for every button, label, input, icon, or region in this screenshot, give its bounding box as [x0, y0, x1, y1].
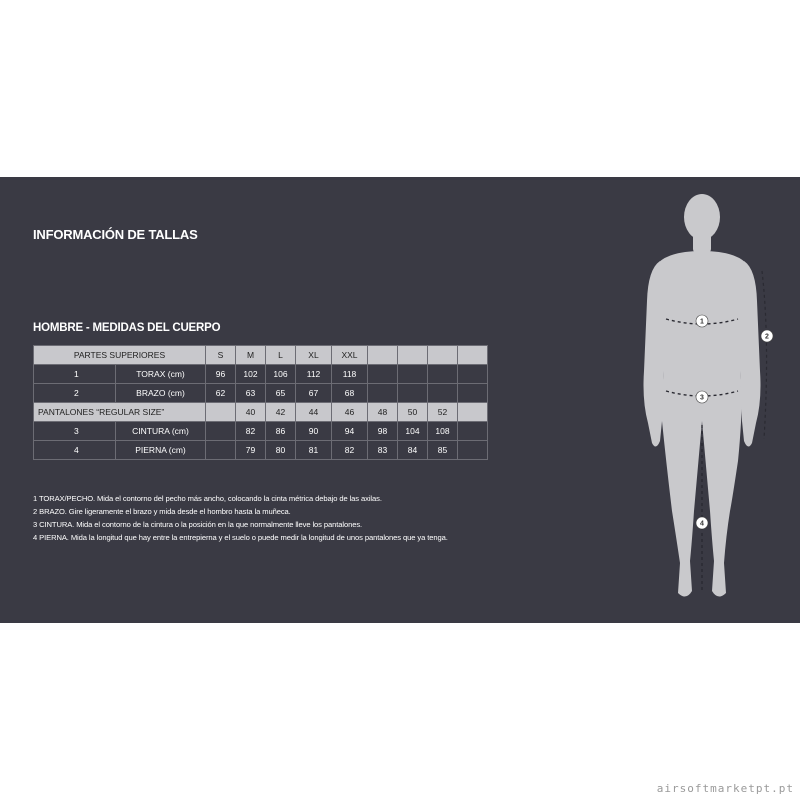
svg-text:1: 1: [700, 318, 704, 326]
size-header: S: [206, 346, 236, 365]
size-header: 50: [398, 403, 428, 422]
marker-3: [696, 391, 708, 403]
row-label: PIERNA (cm): [116, 441, 206, 460]
size-header: [458, 403, 488, 422]
table-row: [34, 384, 488, 403]
note-line: 1 TORAX/PECHO. Mida el contorno del pecho más ancho, colocando la cinta métrica debajo de las axilas.: [33, 494, 382, 503]
table-cell: 67: [296, 384, 332, 403]
table-cell: 62: [206, 384, 236, 403]
lower-header-label: PANTALONES “REGULAR SIZE”: [34, 403, 206, 422]
table-cell: 94: [332, 422, 368, 441]
table-cell: 106: [266, 365, 296, 384]
svg-text:4: 4: [700, 520, 704, 528]
note-line: 2 BRAZO. Gire ligeramente el brazo y mida desde el hombro hasta la muñeca.: [33, 507, 291, 516]
row-number: 1: [34, 365, 116, 384]
table-row: [34, 422, 488, 441]
table-row: [34, 441, 488, 460]
upper-header-label: PARTES SUPERIORES: [34, 346, 206, 365]
upper-header-row: [34, 346, 488, 365]
table-cell: [368, 384, 398, 403]
table-cell: 82: [332, 441, 368, 460]
size-header: [458, 346, 488, 365]
table-cell: [428, 365, 458, 384]
svg-text:2: 2: [765, 333, 769, 341]
size-chart-panel: [0, 177, 800, 623]
table-cell: 118: [332, 365, 368, 384]
size-header: 52: [428, 403, 458, 422]
table-cell: 82: [236, 422, 266, 441]
size-header: M: [236, 346, 266, 365]
table-cell: 98: [368, 422, 398, 441]
page-title: INFORMACIÓN DE TALLAS: [33, 227, 198, 242]
svg-text:3: 3: [700, 394, 704, 402]
table-cell: [458, 441, 488, 460]
table-cell: [458, 422, 488, 441]
size-table: [33, 345, 488, 460]
size-header: XL: [296, 346, 332, 365]
size-header: 48: [368, 403, 398, 422]
table-cell: 90: [296, 422, 332, 441]
size-header: 42: [266, 403, 296, 422]
table-cell: [206, 441, 236, 460]
table-cell: 83: [368, 441, 398, 460]
table-cell: [428, 384, 458, 403]
table-cell: 79: [236, 441, 266, 460]
row-number: 2: [34, 384, 116, 403]
table-cell: 84: [398, 441, 428, 460]
size-header: [206, 403, 236, 422]
table-cell: 104: [398, 422, 428, 441]
note-line: 4 PIERNA. Mida la longitud que hay entre la entrepierna y el suelo o puede medir la longitud de unos pantalones que ya tenga.: [33, 533, 448, 542]
size-header: XXL: [332, 346, 368, 365]
row-number: 4: [34, 441, 116, 460]
marker-2: [761, 330, 773, 342]
section-title: HOMBRE - MEDIDAS DEL CUERPO: [33, 322, 221, 334]
table-cell: [458, 365, 488, 384]
table-cell: [368, 365, 398, 384]
table-cell: 102: [236, 365, 266, 384]
table-cell: 68: [332, 384, 368, 403]
table-cell: 112: [296, 365, 332, 384]
row-label: BRAZO (cm): [116, 384, 206, 403]
table-cell: [398, 384, 428, 403]
table-cell: 81: [296, 441, 332, 460]
table-cell: 108: [428, 422, 458, 441]
table-row: [34, 365, 488, 384]
table-cell: 80: [266, 441, 296, 460]
size-header: 46: [332, 403, 368, 422]
note-line: 3 CINTURA. Mida el contorno de la cintura o la posición en la que normalmente lleve los pantalones.: [33, 520, 363, 529]
size-header: [428, 346, 458, 365]
watermark: airsoftmarketpt.pt: [656, 782, 794, 795]
body-figure-icon: [630, 191, 790, 611]
row-label: CINTURA (cm): [116, 422, 206, 441]
marker-4: [696, 517, 708, 529]
size-header: L: [266, 346, 296, 365]
table-cell: 65: [266, 384, 296, 403]
table-cell: 86: [266, 422, 296, 441]
table-cell: 63: [236, 384, 266, 403]
size-header: [398, 346, 428, 365]
size-header: 44: [296, 403, 332, 422]
size-header: 40: [236, 403, 266, 422]
table-cell: [398, 365, 428, 384]
marker-1: [696, 315, 708, 327]
table-cell: [458, 384, 488, 403]
table-cell: 85: [428, 441, 458, 460]
table-cell: [206, 422, 236, 441]
row-label: TORAX (cm): [116, 365, 206, 384]
size-header: [368, 346, 398, 365]
table-cell: 96: [206, 365, 236, 384]
lower-header-row: [34, 403, 488, 422]
row-number: 3: [34, 422, 116, 441]
arm-measure-line: [762, 271, 767, 439]
measurement-notes: [33, 492, 448, 544]
